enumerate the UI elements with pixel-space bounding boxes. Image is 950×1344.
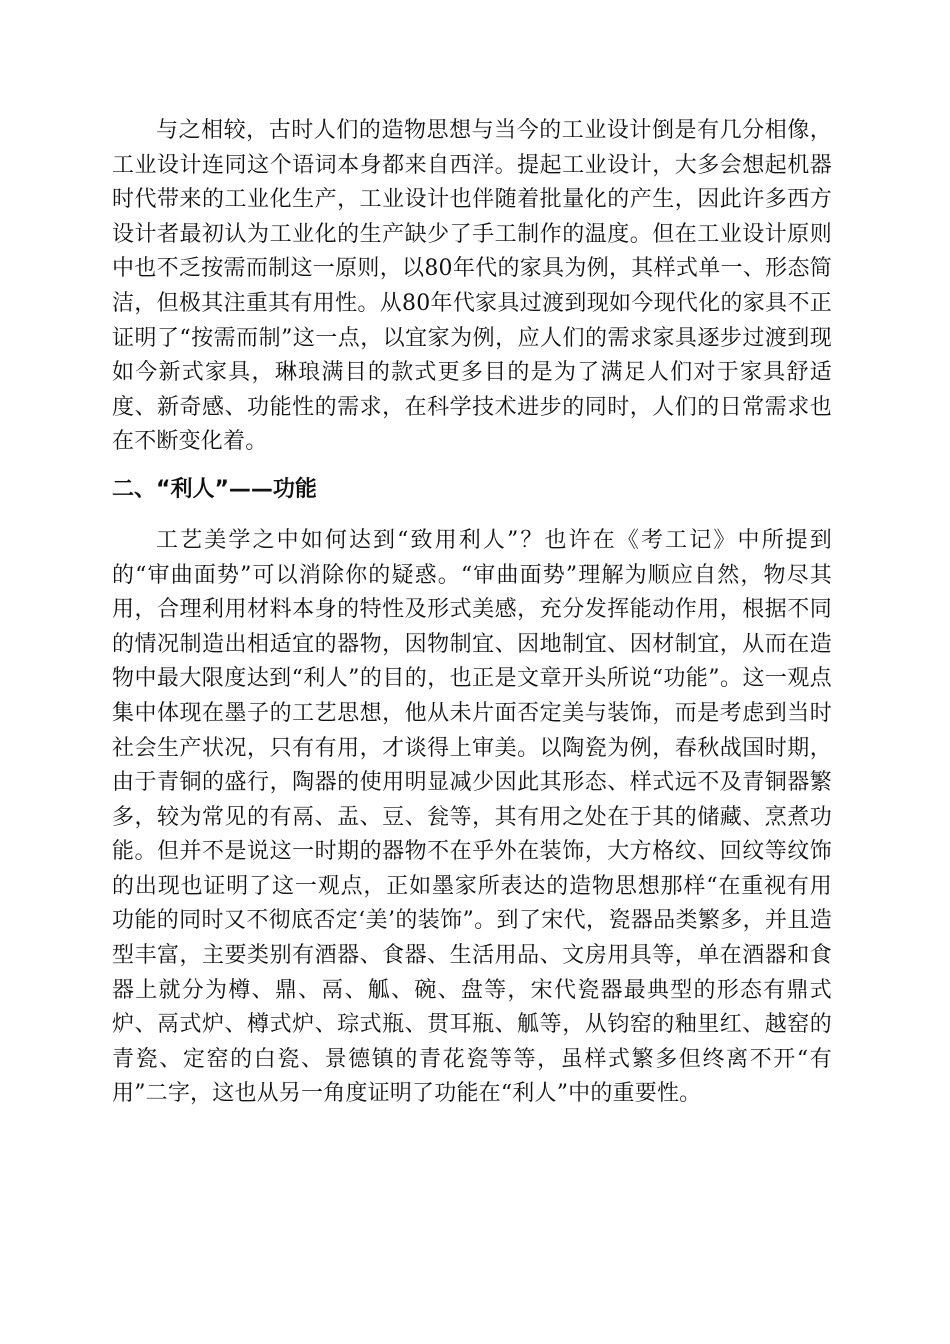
paragraph-craft-aesthetics: 工艺美学之中如何达到“致用利人”？也许在《考工记》中所提到的“审曲面势”可以消除你的疑惑。“审曲面势”理解为顺应自然，物尽其用，合理利用材料本身的特性及形式美感，充分发挥能动作用，根据不同的情况制造出相适宜的器物，因物制宜、因地制宜、因材制宜，从而在造物中最大限度达到“利人”的目的，也正是文章开头所说“功能”。这一观点集中体现在墨子的工艺思想，他从未片面否定美与装饰，而是考虑到当时社会生产状况，只有有用，才谈得上审美。以陶瓷为例，春秋战国时期，由于青铜的盛行，陶器的使用明显减少因此其形态、样式远不及青铜器繁多，较为常见的有鬲、盂、豆、瓮等，其有用之处在于其的储藏、烹煮功能。但并不是说这一时期的器物不在乎外在装饰，大方格纹、回纹等纹饰的出现也证明了这一观点，正如墨家所表达的造物思想那样“在重视有用功能的同时又不彻底否定‘美’的装饰”。到了宋代，瓷器品类繁多，并且造型丰富，主要类别有酒器、食器、生活用品、文房用具等，单在酒器和食器上就分为樽、鼎、鬲、觚、碗、盘等，宋代瓷器最典型的形态有鼎式炉、鬲式炉、樽式炉、琮式瓶、贯耳瓶、觚等，从钧窑的釉里红、越窑的青瓷、定窑的白瓷、景德镇的青花瓷等等，虽样式繁多但终离不开“有用”二字，这也从另一角度证明了功能在“利人”中的重要性。 xyxy=(112,527,832,1107)
paragraph-industrial-design: 与之相较，古时人们的造物思想与当今的工业设计倒是有几分相像，工业设计连同这个语词本身都来自西洋。提起工业设计，大多会想起机器时代带来的工业化生产，工业设计也伴随着批量化的产生，因此许多西方设计者最初认为工业化的生产缺少了手工制作的温度。但在工业设计原则中也不乏按需而制这一原则，以80年代的家具为例，其样式单一、形态简洁，但极其注重其有用性。从80年代家具过渡到现如今现代化的家具不正证明了“按需而制”这一点，以宜家为例，应人们的需求家具逐步过渡到现如今新式家具，琳琅满目的款式更多目的是为了满足人们对于家具舒适度、新奇感、功能性的需求，在科学技术进步的同时，人们的日常需求也在不断变化着。 xyxy=(112,118,832,455)
section-heading-liren: 二、“利人”——功能 xyxy=(112,476,317,502)
document-body xyxy=(112,114,832,1112)
